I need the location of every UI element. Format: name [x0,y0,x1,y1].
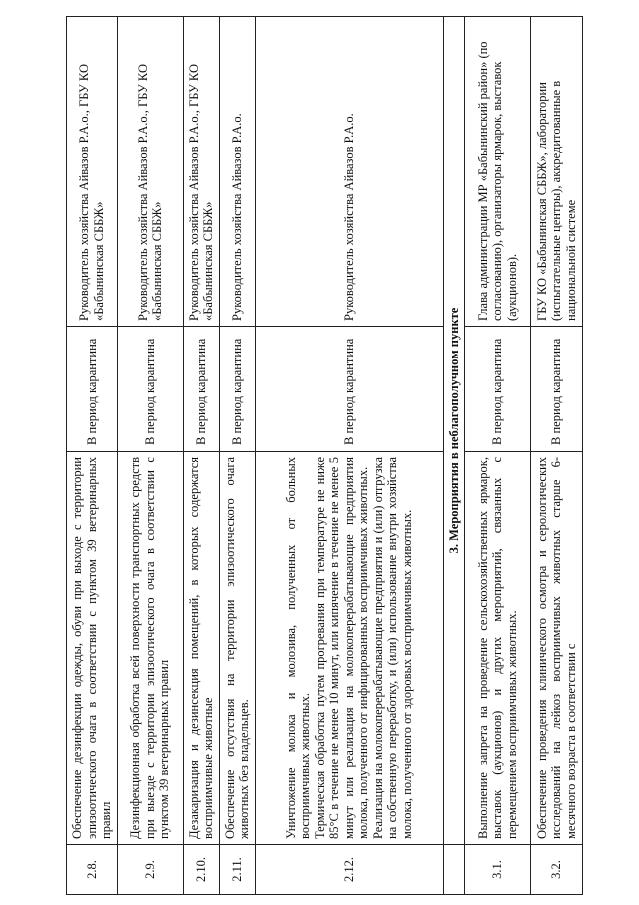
row-period: В период карантина [219,327,255,452]
action-paragraph: Реализация на молокоперерабатывающие предприятия и (или) отгрузка на собственную переработку, и (или) использование внутри хозяйства молока, полученного от здоровых восприимчивых животных. [370,457,414,839]
row-period: В период карантина [67,327,118,452]
table-row [219,17,255,895]
action-paragraph: Уничтожение молока и молозива, полученных от больных восприимчивых животных. [283,457,313,839]
action-paragraph: Обеспечение дезинфекции одежды, обуви при выходе с территории эпизоотического очага в соответствии с пунктом 39 ветеринарных правил [70,457,113,839]
action-paragraph: Термическая обработка путем прогревания при температуре не ниже 85°С в течение не менее 10 минут, или кипячение в течение не менее 5 минут или реализация на молокоперерабатывающие предприятия молока, полученного от инфицированных восприимчивых животных. [312,457,371,839]
row-action [183,452,219,845]
row-executor: Глава администрации МР «Бабынинский район» (по согласованию), организаторы ярмарок, выставок (аукционов). [465,17,531,327]
row-number: 3.2. [531,845,583,895]
table-row [465,17,531,895]
row-number: 2.12. [255,845,443,895]
row-number: 2.8. [67,845,118,895]
table-row [531,17,583,895]
action-paragraph: Дезинфекционная обработка всей поверхности транспортных средств при выезде с территории эпизоотического очага в соответствии с пунктом 39 ветеринарных правил [128,457,172,839]
row-executor: Руководитель хозяйства Айвазов Р.А.о. [255,17,443,327]
row-executor: ГБУ КО «Бабынинская СББЖ», лаборатории (испытательные центры), аккредитованные в национальной системе [531,17,583,327]
row-number: 3.1. [465,845,531,895]
row-number: 2.11. [219,845,255,895]
row-executor: Руководитель хозяйства Айвазов Р.А.о. [219,17,255,327]
table-row [117,17,183,895]
table-row [183,17,219,895]
action-paragraph: Обеспечение отсутствия на территории эпизоотического очага животных без владельцев. [222,457,251,839]
row-period: В период карантина [183,327,219,452]
section-title: 3. Мероприятия в неблагополучном пункте [443,17,465,845]
row-number: 2.10. [183,845,219,895]
row-action [117,452,183,845]
row-action [465,452,531,845]
table-row [255,17,443,895]
action-paragraph: Дезакаризация и дезинсекция помещений, в которых содержатся восприимчивые животные [186,457,215,839]
row-action [67,452,118,845]
row-executor: Руководитель хозяйства Айвазов Р.А.о., ГБУ КО «Бабынинская СББЖ» [183,17,219,327]
action-paragraph: Выполнение запрета на проведение сельскохозяйственных ярмарок, выставок (аукционов) и других мероприятий, связанных с перемещением восприимчивых животных. [475,457,519,839]
row-action [255,452,443,845]
row-executor: Руководитель хозяйства Айвазов Р.А.о., ГБУ КО «Бабынинская СББЖ» [117,17,183,327]
measures-table [66,16,583,895]
section-header-row [443,17,465,895]
row-period: В период карантина [255,327,443,452]
row-action [219,452,255,845]
table-row [67,17,118,895]
row-period: В период карантина [531,327,583,452]
action-paragraph: Обеспечение проведения клинического осмотра и серологических исследований на лейкоз восприимчивых животных старше 6-месячного возраста в соответствии с [534,457,578,839]
row-number: 2.9. [117,845,183,895]
row-executor: Руководитель хозяйства Айвазов Р.А.о., ГБУ КО «Бабынинская СББЖ» [67,17,118,327]
row-period: В период карантина [465,327,531,452]
row-action [531,452,583,845]
row-period: В период карантина [117,327,183,452]
